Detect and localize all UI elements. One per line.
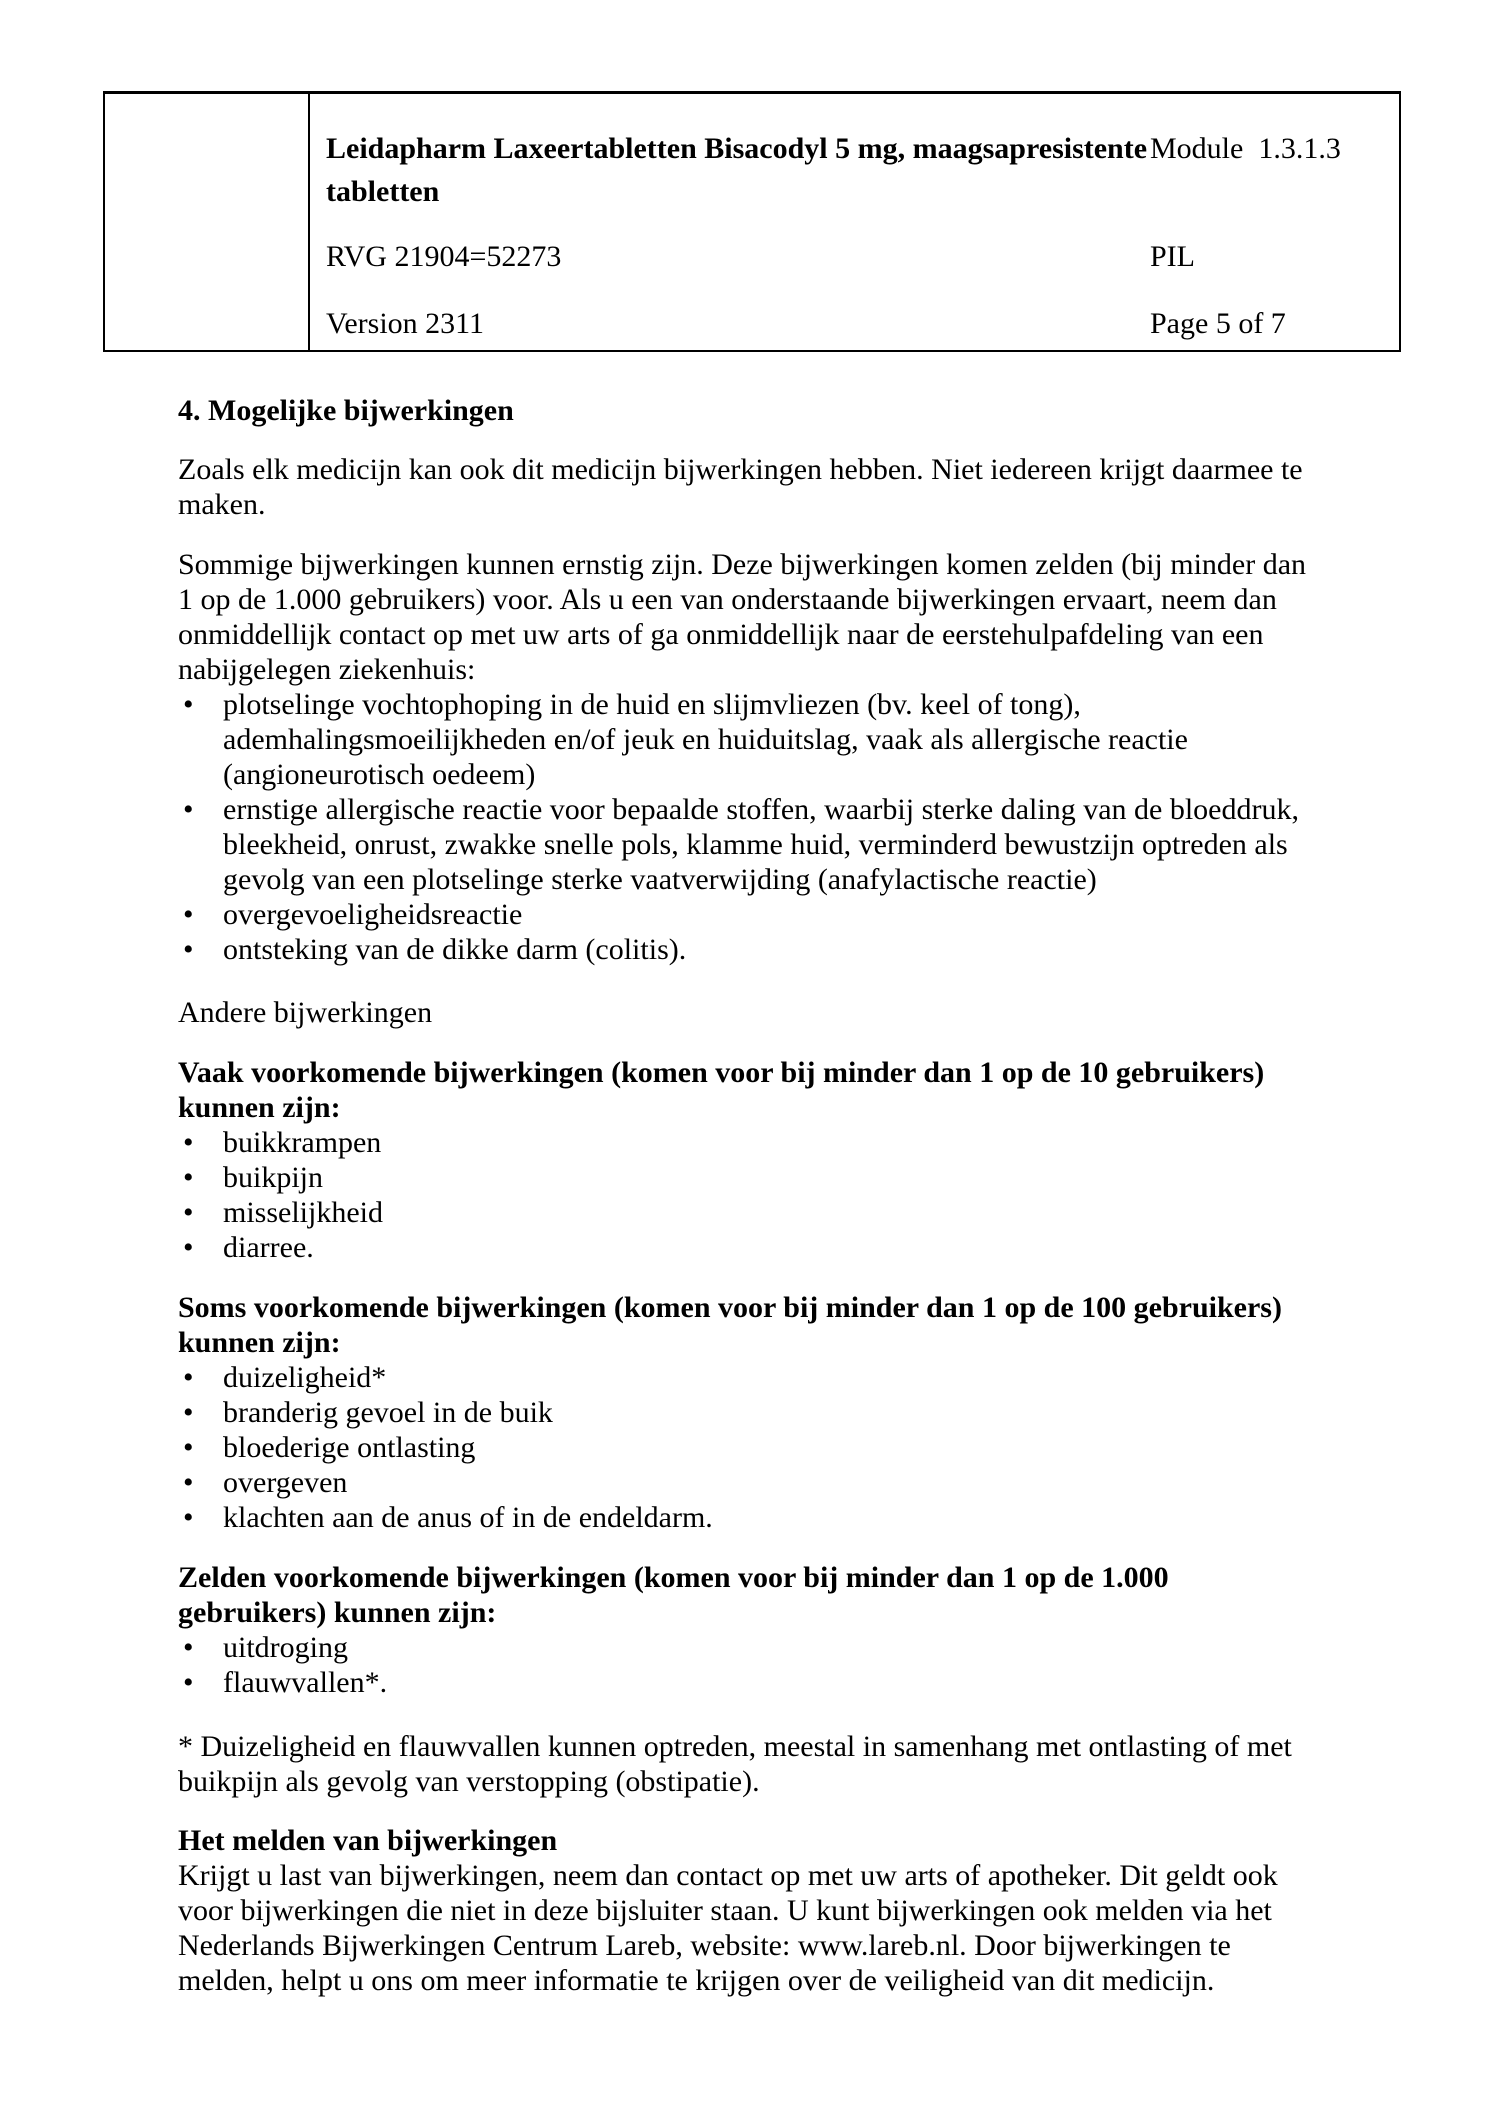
list-item: • duizeligheid*: [178, 1360, 1323, 1395]
list-item: • plotselinge vochtophoping in de huid en slijmvliezen (bv. keel of tong), ademhalingsmoeilijkheden en/of jeuk en huiduitslag, vaak als allergische reactie (angioneurotisch oedeem): [178, 687, 1323, 792]
list-item: • klachten aan de anus of in de endeldarm.: [178, 1500, 1323, 1535]
module-number: Module 1.3.1.3: [1150, 132, 1341, 165]
zelden-bullet-list: [178, 1630, 1323, 1700]
section-heading: 4. Mogelijke bijwerkingen: [178, 394, 514, 427]
list-item: • misselijkheid: [178, 1195, 1323, 1230]
rvg-number: RVG 21904=52273: [326, 240, 562, 273]
header-row-title: [326, 127, 1389, 213]
other-side-effects-heading: Andere bijwerkingen: [178, 996, 433, 1029]
serious-intro-paragraph: Sommige bijwerkingen kunnen ernstig zijn. Deze bijwerkingen komen zelden (bij minder dan 1 op de 1.000 gebruikers) voor. Als u een van onderstaande bijwerkingen ervaart, neem dan onmiddellijk contact op met uw arts of ga onmiddellijk naar de eerstehulpafdeling van een nabijgelegen ziekenhuis:: [178, 548, 1307, 686]
frequency-heading-zelden: Zelden voorkomende bijwerkingen (komen voor bij minder dan 1 op de 1.000 gebruikers) kunnen zijn:: [178, 1561, 1169, 1629]
list-item: • overgeven: [178, 1465, 1323, 1500]
list-item: • uitdroging: [178, 1630, 1323, 1665]
document-body: [178, 393, 1323, 1998]
page-indicator: Page 5 of 7: [1150, 307, 1286, 340]
list-item: • flauwvallen*.: [178, 1665, 1323, 1700]
product-title: Leidapharm Laxeertabletten Bisacodyl 5 mg, maagsapresistente tabletten: [326, 132, 1148, 208]
reporting-heading: Het melden van bijwerkingen: [178, 1824, 558, 1857]
intro-paragraph: Zoals elk medicijn kan ook dit medicijn bijwerkingen hebben. Niet iedereen krijgt daarmee te maken.: [178, 453, 1303, 521]
header-table: [103, 91, 1401, 352]
doc-type-label: PIL: [1150, 240, 1195, 273]
reporting-paragraph: Krijgt u last van bijwerkingen, neem dan contact op met uw arts of apotheker. Dit geldt ook voor bijwerkingen die niet in deze bijsluiter staan. U kunt bijwerkingen ook melden via het Nederlands Bijwerkingen Centrum Lareb, website: www.lareb.nl. Door bijwerkingen te melden, helpt u ons om meer informatie te krijgen over de veiligheid van dit medicijn.: [178, 1859, 1278, 1997]
list-item: • branderig gevoel in de buik: [178, 1395, 1323, 1430]
footnote-paragraph: * Duizeligheid en flauwvallen kunnen optreden, meestal in samenhang met ontlasting of met buikpijn als gevolg van verstopping (obstipatie).: [178, 1730, 1292, 1798]
list-item: • bloederige ontlasting: [178, 1430, 1323, 1465]
serious-bullet-list: [178, 687, 1323, 967]
header-content-cell: [310, 94, 1399, 350]
list-item: • ontsteking van de dikke darm (colitis).: [178, 932, 1323, 967]
list-item: • buikkrampen: [178, 1125, 1323, 1160]
list-item: • ernstige allergische reactie voor bepaalde stoffen, waarbij sterke daling van de bloeddruk, bleekheid, onrust, zwakke snelle pols, klamme huid, verminderd bewustzijn optreden als gevolg van een plotselinge sterke vaatverwijding (anafylactische reactie): [178, 792, 1323, 897]
frequency-heading-soms: Soms voorkomende bijwerkingen (komen voor bij minder dan 1 op de 100 gebruikers) kunnen zijn:: [178, 1291, 1282, 1359]
list-item: • buikpijn: [178, 1160, 1323, 1195]
vaak-bullet-list: [178, 1125, 1323, 1265]
frequency-heading-vaak: Vaak voorkomende bijwerkingen (komen voor bij minder dan 1 op de 10 gebruikers) kunnen zijn:: [178, 1056, 1265, 1124]
header-empty-cell: [105, 94, 310, 350]
list-item: • diarree.: [178, 1230, 1323, 1265]
header-row-rvg: [326, 235, 1389, 278]
version-label: Version 2311: [326, 307, 485, 340]
list-item: • overgevoeligheidsreactie: [178, 897, 1323, 932]
header-row-version: [326, 302, 1389, 345]
soms-bullet-list: [178, 1360, 1323, 1535]
